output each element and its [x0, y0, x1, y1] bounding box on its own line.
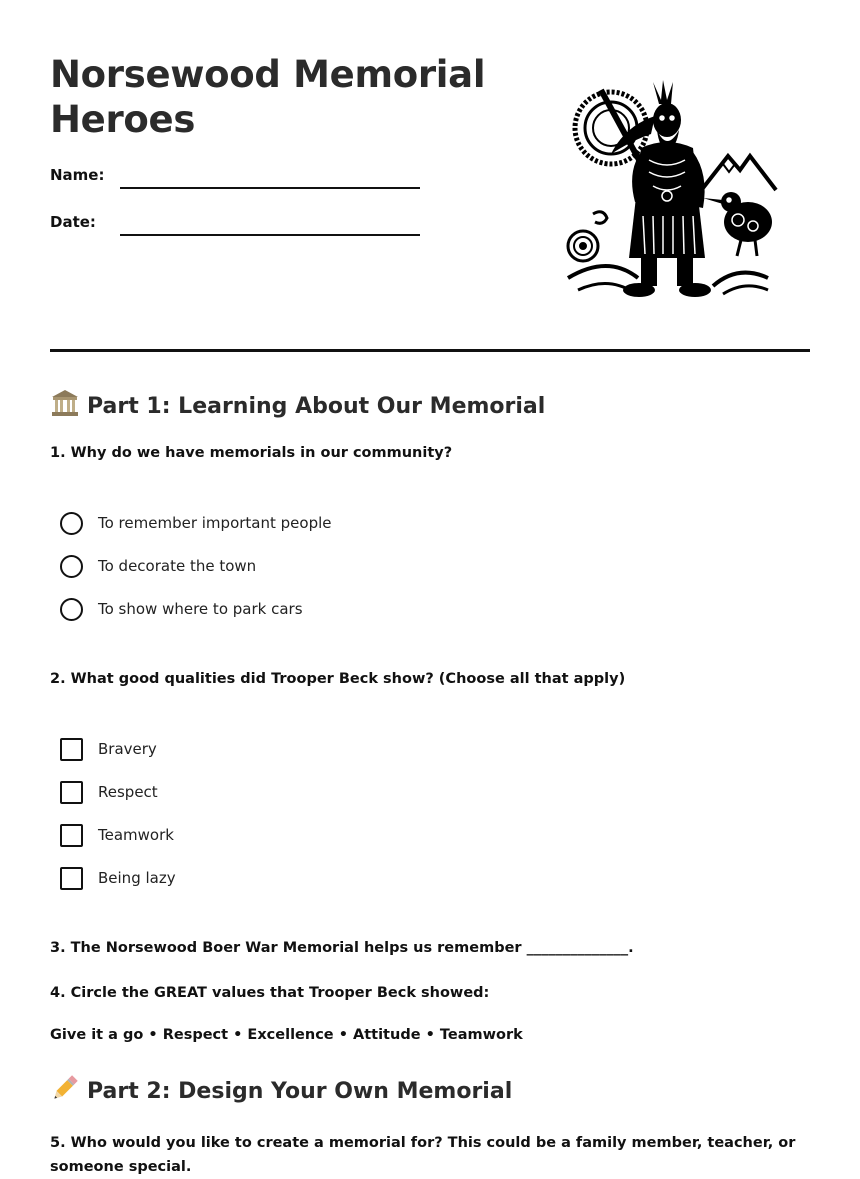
option-label: To show where to park cars: [98, 600, 303, 618]
radio-button[interactable]: [60, 555, 83, 578]
checkbox[interactable]: [60, 824, 83, 847]
name-label: Name:: [50, 166, 105, 184]
option-label: To remember important people: [98, 514, 332, 532]
q2-option-4[interactable]: [60, 865, 176, 891]
option-label: Teamwork: [98, 826, 174, 844]
q2-option-3[interactable]: [60, 822, 174, 848]
date-line[interactable]: [120, 234, 420, 236]
option-label: Being lazy: [98, 869, 176, 887]
radio-button[interactable]: [60, 512, 83, 535]
part2-heading-text: Part 2: Design Your Own Memorial: [87, 1079, 513, 1104]
checkbox[interactable]: [60, 867, 83, 890]
q1-option-1[interactable]: [60, 510, 331, 536]
question-2: 2. What good qualities did Trooper Beck show? (Choose all that apply): [50, 671, 626, 687]
part1-heading: [50, 389, 545, 419]
header-divider: [50, 349, 810, 352]
name-field[interactable]: [50, 164, 430, 194]
question-3: 3. The Norsewood Boer War Memorial helps us remember ______________.: [50, 940, 634, 956]
name-line[interactable]: [120, 187, 420, 189]
q2-option-2[interactable]: [60, 779, 158, 805]
great-values-list[interactable]: Give it a go • Respect • Excellence • Attitude • Teamwork: [50, 1027, 523, 1043]
q1-option-3[interactable]: [60, 596, 303, 622]
question-1: 1. Why do we have memorials in our community?: [50, 445, 453, 461]
part1-heading-text: Part 1: Learning About Our Memorial: [87, 394, 546, 419]
page-title: Norsewood Memorial Heroes: [50, 53, 486, 141]
option-label: Bravery: [98, 740, 157, 758]
option-label: To decorate the town: [98, 557, 257, 575]
question-4: 4. Circle the GREAT values that Trooper Beck showed:: [50, 985, 490, 1001]
q2-option-1[interactable]: [60, 736, 157, 762]
radio-button[interactable]: [60, 598, 83, 621]
option-label: Respect: [98, 783, 158, 801]
part2-heading: [50, 1074, 512, 1104]
pencil-icon: [50, 1074, 80, 1102]
checkbox[interactable]: [60, 738, 83, 761]
question-5: 5. Who would you like to create a memorial for? This could be a family member, teacher, or someone special.: [50, 1135, 796, 1175]
checkbox[interactable]: [60, 781, 83, 804]
date-label: Date:: [50, 213, 96, 231]
date-field[interactable]: [50, 211, 430, 241]
q1-option-2[interactable]: [60, 553, 256, 579]
classical-building-icon: [50, 389, 80, 417]
maori-warrior-illustration-icon: [563, 76, 783, 300]
